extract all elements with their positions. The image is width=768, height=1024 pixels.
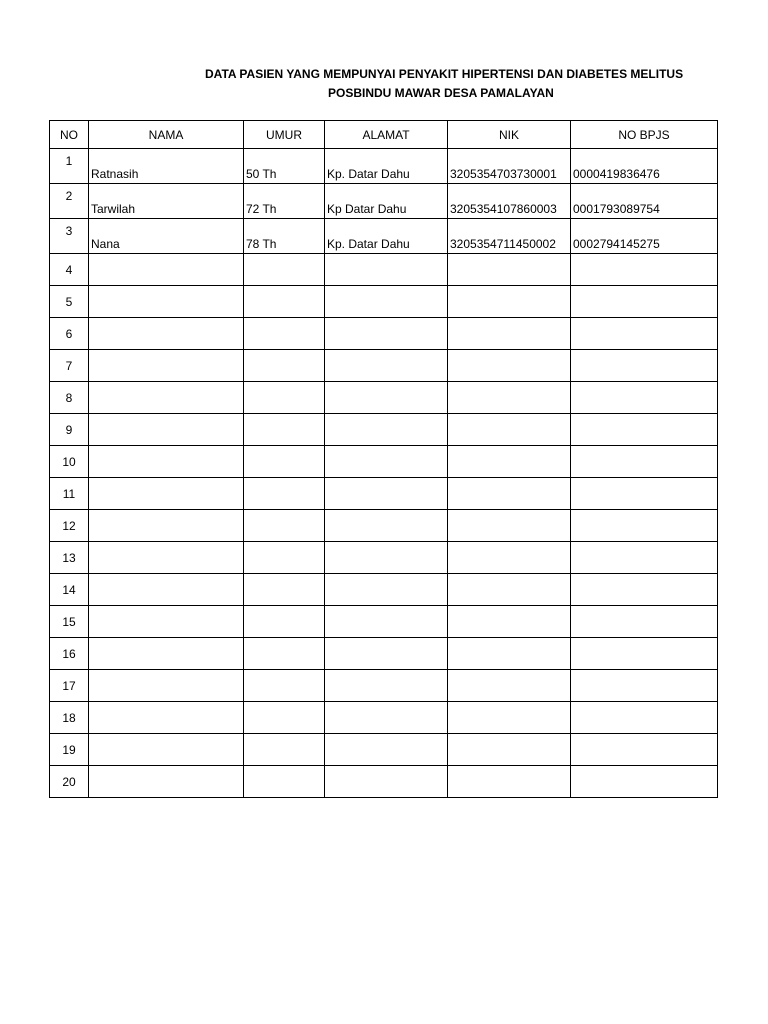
cell-bpjs xyxy=(571,670,718,702)
table-row xyxy=(50,542,718,574)
cell-nik xyxy=(448,702,571,734)
cell-nik xyxy=(448,638,571,670)
cell-umur xyxy=(244,414,325,446)
cell-bpjs xyxy=(571,702,718,734)
cell-nik xyxy=(448,350,571,382)
cell-umur: 72 Th xyxy=(244,184,325,219)
cell-alamat xyxy=(325,478,448,510)
col-header-nama: NAMA xyxy=(89,121,244,149)
cell-no: 19 xyxy=(50,734,89,766)
cell-bpjs xyxy=(571,574,718,606)
cell-alamat xyxy=(325,318,448,350)
cell-nama xyxy=(89,670,244,702)
cell-umur xyxy=(244,350,325,382)
cell-umur xyxy=(244,670,325,702)
cell-no: 20 xyxy=(50,766,89,798)
cell-alamat: Kp. Datar Dahu xyxy=(325,149,448,184)
cell-nama xyxy=(89,446,244,478)
cell-nik xyxy=(448,542,571,574)
cell-alamat xyxy=(325,638,448,670)
cell-nama: Nana xyxy=(89,219,244,254)
col-header-nik: NIK xyxy=(448,121,571,149)
cell-umur xyxy=(244,254,325,286)
cell-nik: 3205354711450002 xyxy=(448,219,571,254)
cell-nik xyxy=(448,286,571,318)
cell-nama xyxy=(89,574,244,606)
title-line-2: POSBINDU MAWAR DESA PAMALAYAN xyxy=(328,86,554,100)
cell-umur xyxy=(244,574,325,606)
cell-nama xyxy=(89,606,244,638)
table-row xyxy=(50,638,718,670)
cell-bpjs xyxy=(571,318,718,350)
cell-umur xyxy=(244,542,325,574)
cell-no: 18 xyxy=(50,702,89,734)
cell-no: 13 xyxy=(50,542,89,574)
cell-alamat xyxy=(325,446,448,478)
cell-nik xyxy=(448,574,571,606)
cell-alamat xyxy=(325,574,448,606)
cell-no: 6 xyxy=(50,318,89,350)
table-row xyxy=(50,766,718,798)
cell-umur xyxy=(244,382,325,414)
table-row xyxy=(50,149,718,184)
table-row xyxy=(50,446,718,478)
cell-bpjs: 0000419836476 xyxy=(571,149,718,184)
cell-nik xyxy=(448,446,571,478)
cell-alamat xyxy=(325,350,448,382)
cell-nama: Ratnasih xyxy=(89,149,244,184)
table-row xyxy=(50,184,718,219)
cell-nama xyxy=(89,638,244,670)
cell-no: 7 xyxy=(50,350,89,382)
cell-nik xyxy=(448,510,571,542)
cell-no: 2 xyxy=(50,184,89,219)
cell-umur xyxy=(244,606,325,638)
cell-umur xyxy=(244,510,325,542)
cell-bpjs xyxy=(571,542,718,574)
table-row xyxy=(50,414,718,446)
cell-nik xyxy=(448,766,571,798)
cell-no: 8 xyxy=(50,382,89,414)
cell-nik: 3205354703730001 xyxy=(448,149,571,184)
table-row xyxy=(50,318,718,350)
table-row xyxy=(50,478,718,510)
cell-nama xyxy=(89,510,244,542)
cell-nama xyxy=(89,478,244,510)
cell-nik xyxy=(448,670,571,702)
table-row xyxy=(50,286,718,318)
patient-table xyxy=(49,120,718,798)
cell-nik xyxy=(448,478,571,510)
cell-alamat xyxy=(325,702,448,734)
cell-no: 4 xyxy=(50,254,89,286)
cell-nik xyxy=(448,318,571,350)
cell-nama xyxy=(89,318,244,350)
cell-no: 10 xyxy=(50,446,89,478)
cell-bpjs: 0001793089754 xyxy=(571,184,718,219)
cell-nama xyxy=(89,766,244,798)
cell-nama xyxy=(89,414,244,446)
cell-bpjs xyxy=(571,606,718,638)
cell-no: 5 xyxy=(50,286,89,318)
cell-alamat: Kp Datar Dahu xyxy=(325,184,448,219)
cell-alamat xyxy=(325,286,448,318)
cell-umur xyxy=(244,446,325,478)
cell-no: 12 xyxy=(50,510,89,542)
table-row xyxy=(50,574,718,606)
cell-nik xyxy=(448,254,571,286)
cell-alamat xyxy=(325,510,448,542)
cell-bpjs xyxy=(571,350,718,382)
cell-bpjs xyxy=(571,446,718,478)
cell-nama xyxy=(89,350,244,382)
col-header-bpjs: NO BPJS xyxy=(571,121,718,149)
cell-umur xyxy=(244,286,325,318)
cell-nama xyxy=(89,382,244,414)
cell-bpjs xyxy=(571,734,718,766)
table-row xyxy=(50,350,718,382)
cell-nama: Tarwilah xyxy=(89,184,244,219)
cell-nama xyxy=(89,542,244,574)
table-row xyxy=(50,606,718,638)
title-line-1: DATA PASIEN YANG MEMPUNYAI PENYAKIT HIPERTENSI DAN DIABETES MELITUS xyxy=(205,67,684,81)
cell-alamat xyxy=(325,414,448,446)
cell-no: 16 xyxy=(50,638,89,670)
cell-bpjs xyxy=(571,478,718,510)
cell-nik xyxy=(448,382,571,414)
table-row xyxy=(50,254,718,286)
cell-nik xyxy=(448,606,571,638)
table-row xyxy=(50,670,718,702)
cell-bpjs xyxy=(571,286,718,318)
cell-umur xyxy=(244,478,325,510)
table-body xyxy=(50,149,718,798)
cell-nama xyxy=(89,286,244,318)
cell-nik xyxy=(448,734,571,766)
col-header-alamat: ALAMAT xyxy=(325,121,448,149)
table-row xyxy=(50,510,718,542)
cell-nik xyxy=(448,414,571,446)
table-row xyxy=(50,734,718,766)
cell-bpjs xyxy=(571,382,718,414)
cell-nama xyxy=(89,734,244,766)
table-row xyxy=(50,219,718,254)
cell-umur xyxy=(244,702,325,734)
cell-alamat xyxy=(325,606,448,638)
cell-no: 15 xyxy=(50,606,89,638)
table-header-row xyxy=(50,121,718,149)
cell-no: 9 xyxy=(50,414,89,446)
cell-alamat xyxy=(325,670,448,702)
cell-nik: 3205354107860003 xyxy=(448,184,571,219)
cell-umur xyxy=(244,766,325,798)
col-header-no: NO xyxy=(50,121,89,149)
cell-alamat xyxy=(325,734,448,766)
table-row xyxy=(50,382,718,414)
cell-umur xyxy=(244,318,325,350)
cell-bpjs xyxy=(571,254,718,286)
cell-alamat: Kp. Datar Dahu xyxy=(325,219,448,254)
col-header-umur: UMUR xyxy=(244,121,325,149)
cell-no: 1 xyxy=(50,149,89,184)
cell-nama xyxy=(89,702,244,734)
cell-no: 3 xyxy=(50,219,89,254)
cell-bpjs xyxy=(571,638,718,670)
cell-alamat xyxy=(325,382,448,414)
cell-bpjs xyxy=(571,766,718,798)
cell-bpjs: 0002794145275 xyxy=(571,219,718,254)
cell-umur: 50 Th xyxy=(244,149,325,184)
cell-alamat xyxy=(325,542,448,574)
cell-umur xyxy=(244,734,325,766)
cell-alamat xyxy=(325,254,448,286)
cell-bpjs xyxy=(571,510,718,542)
cell-nama xyxy=(89,254,244,286)
cell-umur xyxy=(244,638,325,670)
cell-no: 11 xyxy=(50,478,89,510)
table-row xyxy=(50,702,718,734)
cell-bpjs xyxy=(571,414,718,446)
cell-no: 17 xyxy=(50,670,89,702)
cell-alamat xyxy=(325,766,448,798)
cell-umur: 78 Th xyxy=(244,219,325,254)
cell-no: 14 xyxy=(50,574,89,606)
